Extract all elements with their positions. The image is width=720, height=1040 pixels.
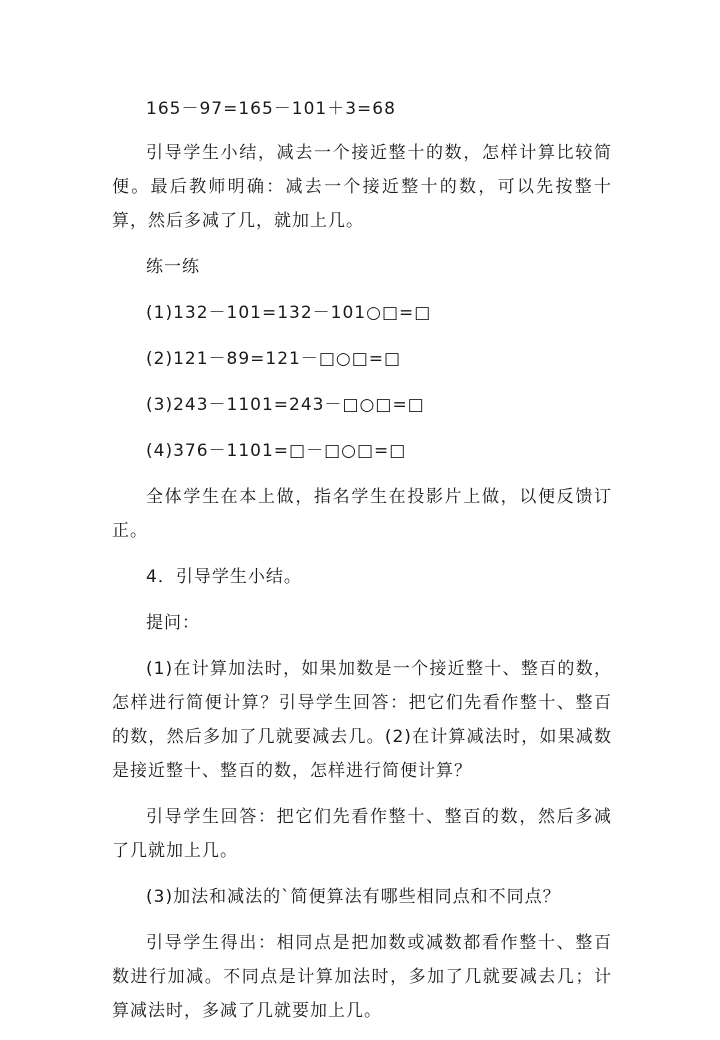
- question-label: 提问：: [146, 613, 200, 633]
- question-addition-subtraction: (1)在计算加法时，如果加数是一个接近整十、整百的数，怎样进行简便计算？引导学生回答：把它们先看作整十、整百的数，然后多加了几就要减去几。(2)在计算减法时，如果减数是接近整十、整百的数，怎样进行简便计算？: [112, 659, 612, 781]
- document-body: [112, 92, 612, 1040]
- equation-line: 165－97=165－101＋3=68: [146, 99, 396, 119]
- conclusion-paragraph: 引导学生得出：相同点是把加数或减数都看作整十、整百数进行加减。不同点是计算加法时，多加了几就要减去几；计算减法时，多减了几就要加上几。: [112, 933, 612, 1021]
- section-heading-summary: 4．引导学生小结。: [146, 567, 302, 587]
- exercise-item-3: (3)243－1101=243－□○□=□: [146, 395, 425, 415]
- exercise-item-2: (2)121－89=121－□○□=□: [146, 349, 402, 369]
- paragraph-summary-subtraction: 引导学生小结，减去一个接近整十的数，怎样计算比较简便。最后教师明确：减去一个接近整十的数，可以先按整十算，然后多减了几，就加上几。: [112, 143, 612, 231]
- exercise-item-4: (4)376－1101=□－□○□=□: [146, 441, 407, 461]
- question-compare: (3)加法和减法的`简便算法有哪些相同点和不同点？: [146, 887, 561, 907]
- exercise-item-1: (1)132－101=132－101○□=□: [146, 303, 432, 323]
- paragraph-class-practice: 全体学生在本上做，指名学生在投影片上做，以便反馈订正。: [112, 487, 612, 541]
- exercise-heading: 练一练: [146, 257, 200, 277]
- answer-subtraction: 引导学生回答：把它们先看作整十、整百的数，然后多减了几就加上几。: [112, 807, 612, 861]
